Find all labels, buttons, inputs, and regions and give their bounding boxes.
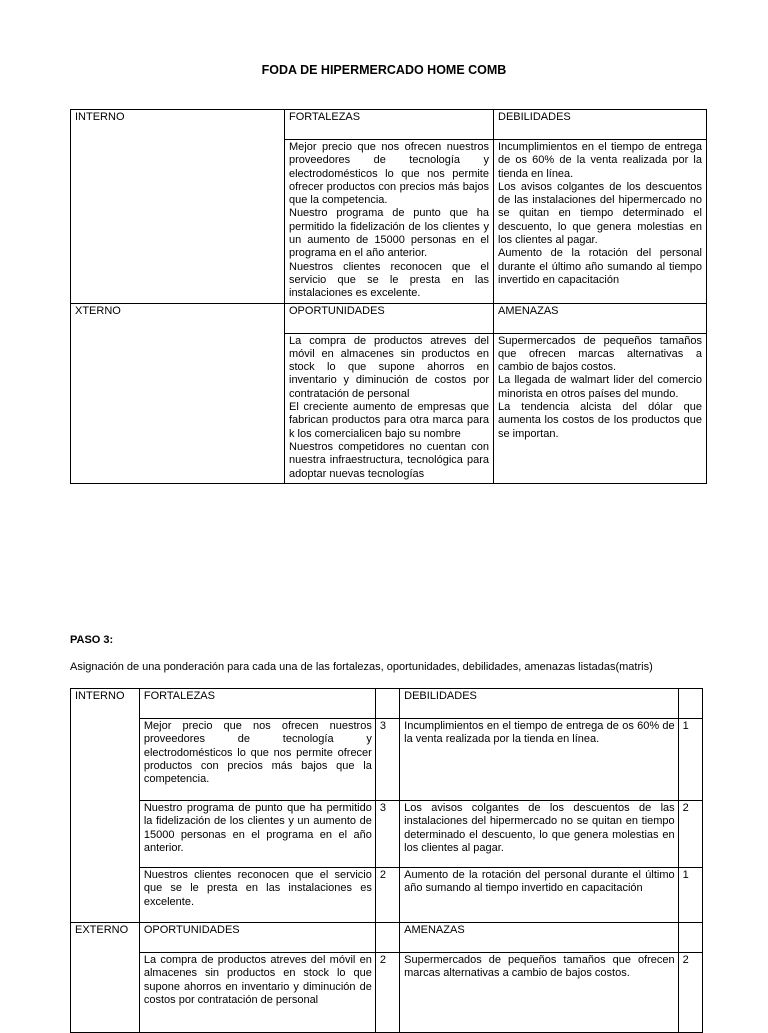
matrix-debilidad-text: Los avisos colgantes de los descuentos de las instalaciones del hipermercado no se quitan en tiempo determinado el descuento, lo que genera molestias en los clientes al pagar. (400, 801, 679, 868)
matrix-fortalezas-header: FORTALEZAS (139, 689, 375, 719)
matrix-debilidad-score: 1 (678, 719, 702, 801)
matrix-interno-spacer (71, 868, 140, 923)
matrix-fortaleza-text: Nuestros clientes reconocen que el servicio que se le presta en las instalaciones es excelente. (139, 868, 375, 923)
matrix-amenazas-header: AMENAZAS (400, 923, 679, 953)
matrix-table (70, 688, 703, 1033)
matrix-oportunidad-score: 2 (375, 953, 399, 1033)
asignacion-text: Asignación de una ponderación para cada una de las fortalezas, oportunidades, debilidades, amenazas listadas(matris) (70, 661, 653, 673)
matrix-debilidad-text: Incumplimientos en el tiempo de entrega de os 60% de la venta realizada por la tienda en línea. (400, 719, 679, 801)
matrix-interno-spacer (71, 801, 140, 868)
document-title: FODA DE HIPERMERCADO HOME COMB (261, 63, 507, 77)
paso-heading: PASO 3: (70, 634, 114, 646)
matrix-externo-label: EXTERNO (71, 923, 140, 953)
matrix-externo-spacer (71, 953, 140, 1033)
matrix-fortaleza-score: 2 (375, 868, 399, 923)
matrix-fortaleza-text: Nuestro programa de punto que ha permitido la fidelización de los clientes y un aumento de 15000 personas en el programa en el año anterior. (139, 801, 375, 868)
matrix-header-score-cell (375, 689, 399, 719)
matrix-debilidades-header: DEBILIDADES (400, 689, 679, 719)
matrix-debilidad-text: Aumento de la rotación del personal durante el último año sumando al tiempo invertido en capacitación (400, 868, 679, 923)
externo-spacer (71, 333, 285, 483)
externo-label: XTERNO (71, 303, 285, 333)
foda-table (70, 109, 707, 484)
interno-label: INTERNO (71, 110, 285, 140)
matrix-amenaza-text: Supermercados de pequeños tamaños que ofrecen marcas alternativas a cambio de bajos costos. (400, 953, 679, 1033)
matrix-header-score-cell (375, 923, 399, 953)
matrix-debilidad-score: 2 (678, 801, 702, 868)
interno-spacer (71, 140, 285, 304)
fortalezas-header: FORTALEZAS (285, 110, 494, 140)
matrix-oportunidad-text: La compra de productos atreves del móvil en almacenes sin productos en stock lo que supone ahorros en inventario y diminución de costos por contratación de personal (139, 953, 375, 1033)
matrix-interno-spacer (71, 719, 140, 801)
debilidades-header: DEBILIDADES (494, 110, 707, 140)
amenazas-text: Supermercados de pequeños tamaños que ofrecen marcas alternativas a cambio de bajos costos. La llegada de walmart lider del comercio minorista en otros países del mundo. La tendencia alcista del dólar que aumenta los costos de los productos que se importan. (494, 333, 707, 483)
matrix-debilidad-score: 1 (678, 868, 702, 923)
debilidades-text: Incumplimientos en el tiempo de entrega de os 60% de la venta realizada por la tienda en línea. Los avisos colgantes de los descuentos de las instalaciones del hipermercado no se quitan en tiempo determinado el descuento, lo que genera molestias en los clientes al pagar. Aumento de la rotación del personal durante el último año sumando al tiempo invertido en capacitación (494, 140, 707, 304)
matrix-header-score-cell (678, 923, 702, 953)
fortalezas-text: Mejor precio que nos ofrecen nuestros proveedores de tecnología y electrodomésticos lo que nos permite ofrecer productos con precios más bajos que la competencia. Nuestro programa de punto que ha permitido la fidelización de los clientes y un aumento de 15000 personas en el programa en el año anterior. Nuestros clientes reconocen que el servicio que se le presta en las instalaciones es excelente. (285, 140, 494, 304)
oportunidades-header: OPORTUNIDADES (285, 303, 494, 333)
matrix-oportunidades-header: OPORTUNIDADES (139, 923, 375, 953)
matrix-header-score-cell (678, 689, 702, 719)
matrix-fortaleza-score: 3 (375, 719, 399, 801)
matrix-fortaleza-score: 3 (375, 801, 399, 868)
matrix-interno-label: INTERNO (71, 689, 140, 719)
matrix-amenaza-score: 2 (678, 953, 702, 1033)
amenazas-header: AMENAZAS (494, 303, 707, 333)
oportunidades-text: La compra de productos atreves del móvil en almacenes sin productos en stock lo que supone ahorros en inventario y diminución de costos por contratación de personal El creciente aumento de empresas que fabrican productos para otra marca para k los comercialicen bajo su nombre Nuestros competidores no cuentan con nuestra infraestructura, tecnológica para adoptar nuevas tecnologías (285, 333, 494, 483)
matrix-fortaleza-text: Mejor precio que nos ofrecen nuestros proveedores de tecnología y electrodomésticos lo que nos permite ofrecer productos con precios más bajos que la competencia. (139, 719, 375, 801)
